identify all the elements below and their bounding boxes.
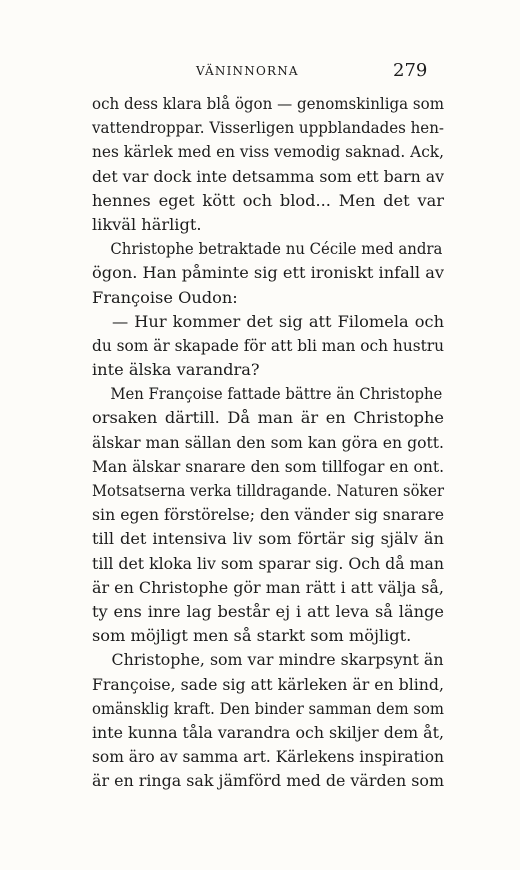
text-line: orsaken därtill. Då man är en Christophe <box>92 408 444 428</box>
text-line: det var dock inte detsamma som ett barn av <box>92 166 444 186</box>
text-line: är en Christophe gör man rätt i att välja så, <box>92 577 444 597</box>
text-line: är en ringa sak jämförd med de värden som <box>92 771 444 791</box>
text-line: älskar man sällan den som kan göra en gott. <box>92 432 444 452</box>
text-line: ty ens inre lag består ej i att leva så länge <box>92 601 444 621</box>
text-line: och dess klara blå ögon — genomskinliga som <box>92 94 444 113</box>
text-line: nes kärlek med en viss vemodig saknad. Ack, <box>92 142 444 162</box>
text-line: inte kunna tåla varandra och skiljer dem åt, <box>92 722 444 742</box>
text-line: Man älskar snarare den som tillfogar en ont. <box>92 456 444 476</box>
text-line: till det intensiva liv som förtär sig själv än <box>92 529 444 549</box>
text-line: som möjligt men så starkt som möjligt. <box>92 626 412 646</box>
text-line: sin egen förstörelse; den vänder sig snarare <box>92 505 444 525</box>
text-line: Françoise, sade sig att kärleken är en blind, <box>92 674 444 694</box>
text-line: till det kloka liv som sparar sig. Och då man <box>92 553 444 573</box>
text-line: vattendroppar. Visserligen uppblandades hen- <box>92 118 444 138</box>
text-line: omänsklig kraft. Den binder samman dem som <box>92 698 444 718</box>
text-line: du som är skapade för att bli man och hustru <box>92 335 444 355</box>
text-line: — Hur kommer det sig att Filomela och <box>112 311 444 331</box>
body-text <box>92 92 444 793</box>
text-line: Françoise Oudon: <box>92 287 238 307</box>
text-line: likväl härligt. <box>92 214 202 234</box>
text-line: ögon. Han påminte sig ett ironiskt infall av <box>92 263 444 283</box>
text-line: inte älska varandra? <box>92 360 260 380</box>
running-title: VÄNINNORNA <box>196 64 299 78</box>
text-line: Christophe, som var mindre skarpsynt än <box>111 650 444 670</box>
running-head <box>0 60 520 84</box>
text-line: som äro av samma art. Kärlekens inspiration <box>92 747 444 767</box>
text-line: Motsatserna verka tilldragande. Naturen söker <box>92 481 444 500</box>
text-line: Christophe betraktade nu Cécile med andra <box>110 239 443 259</box>
page-number: 279 <box>393 60 428 81</box>
text-line: hennes eget kött och blod... Men det var <box>92 190 444 210</box>
text-line: Men Françoise fattade bättre än Christophe <box>110 384 443 404</box>
